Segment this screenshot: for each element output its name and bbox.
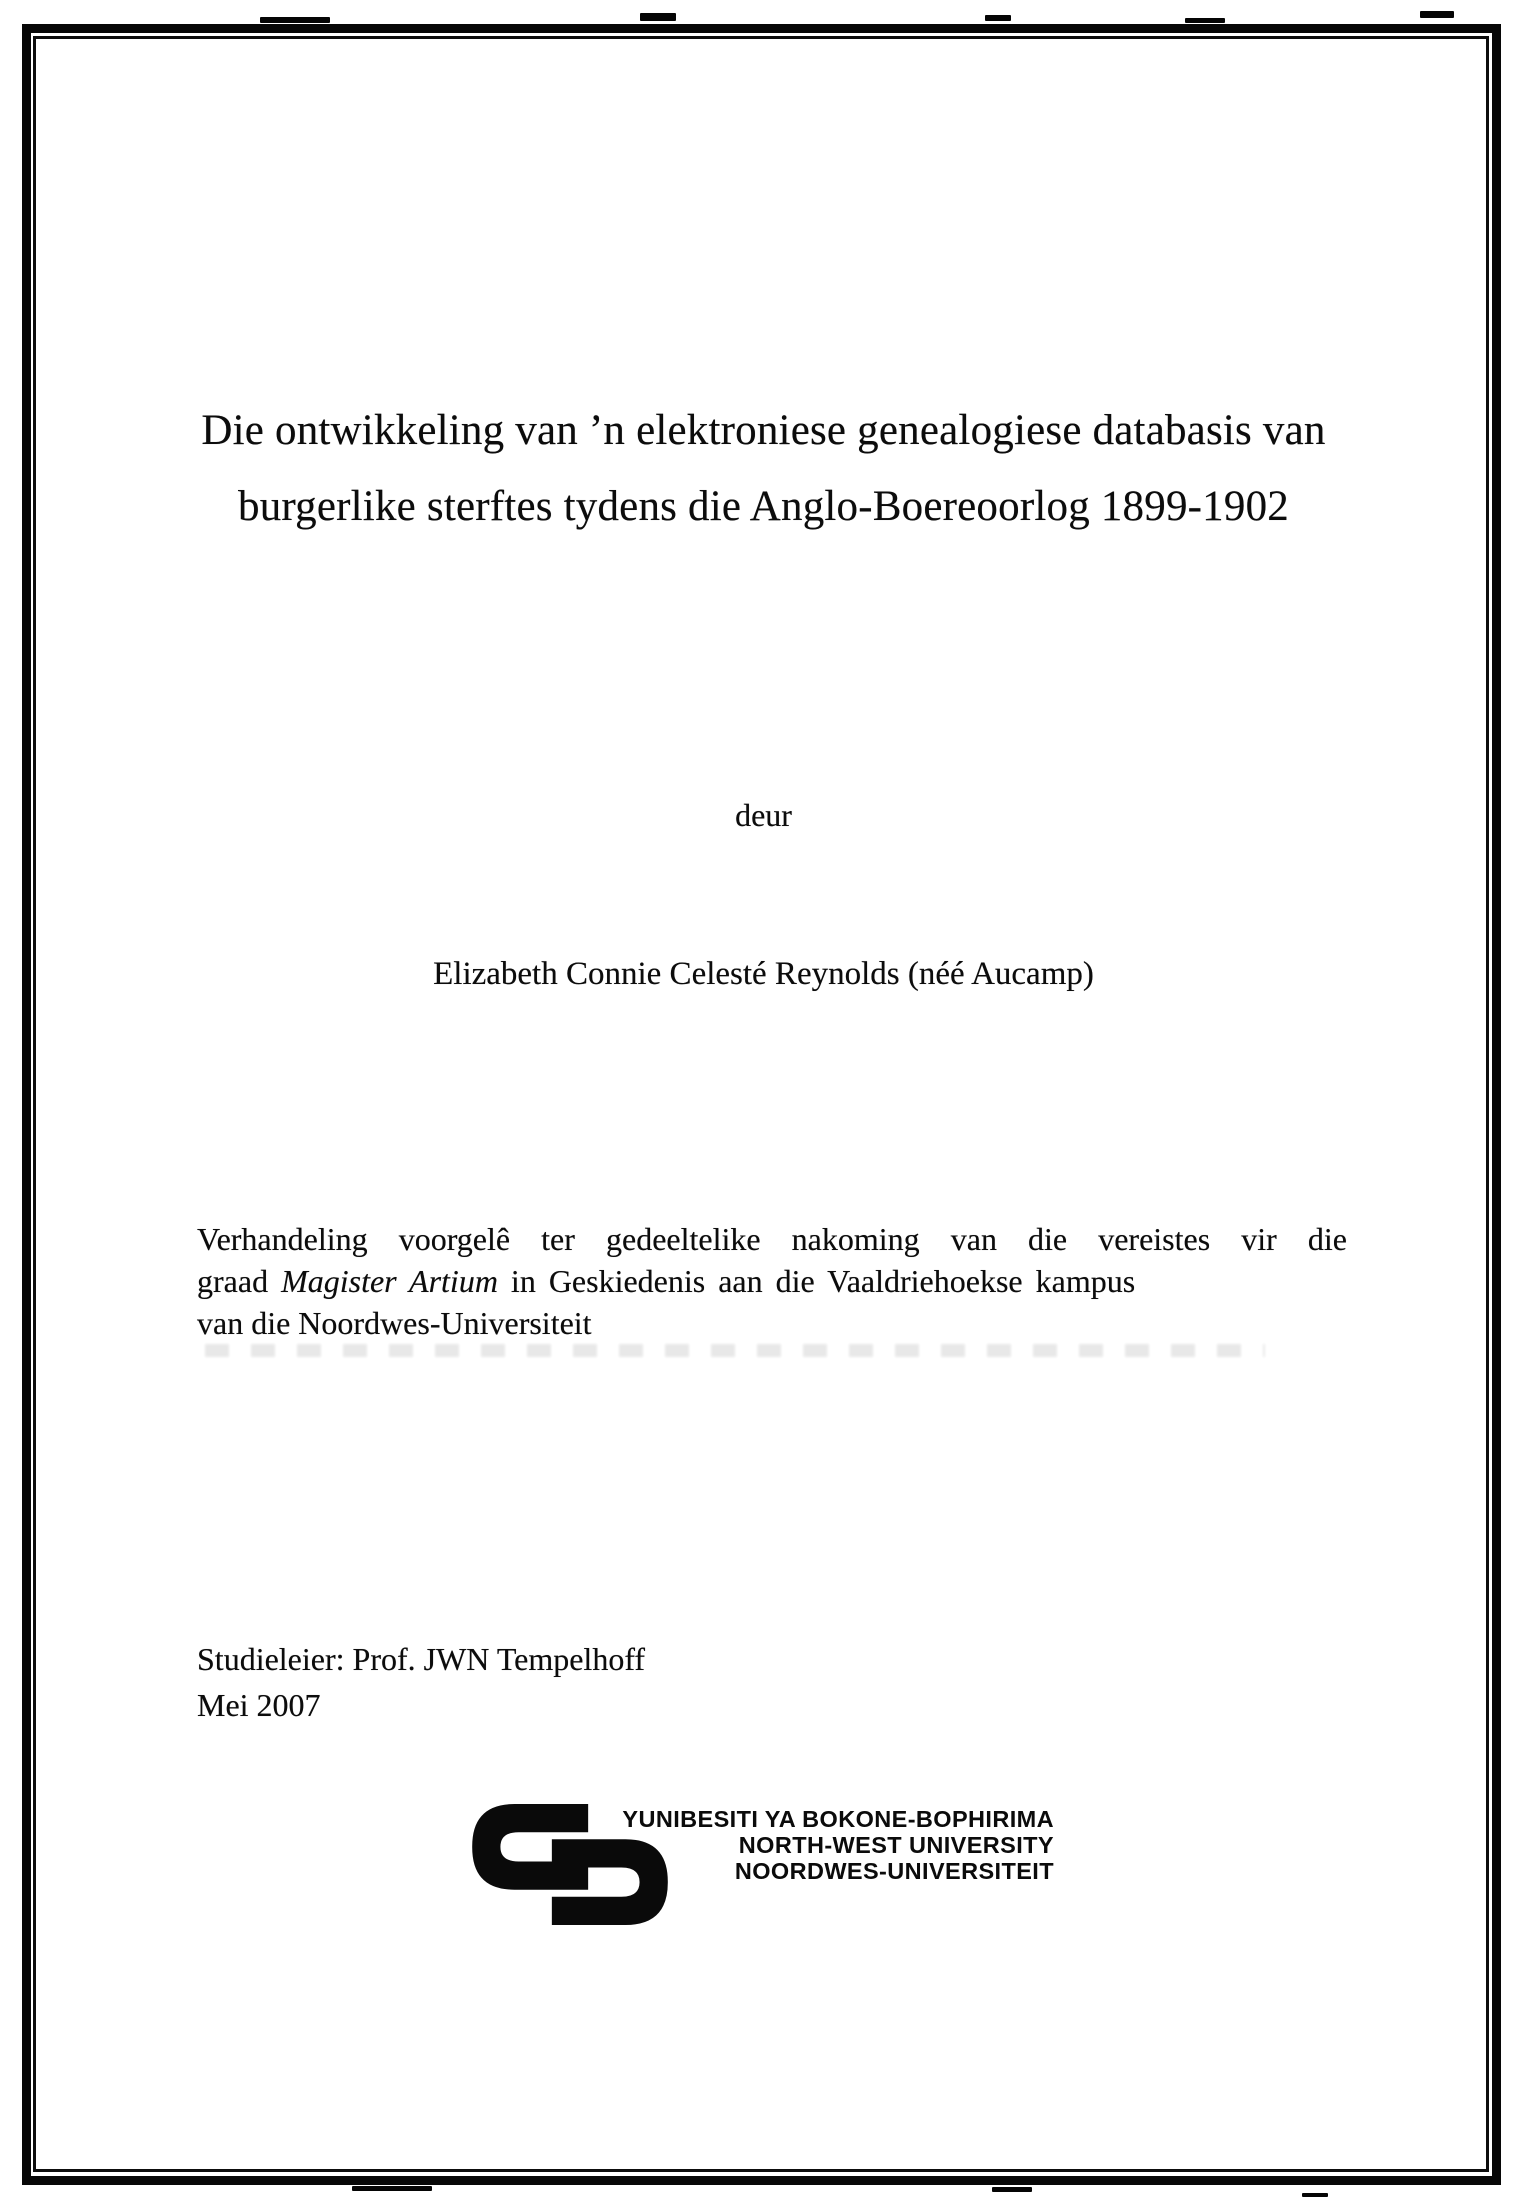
- logo-line-afrikaans: NOORDWES-UNIVERSITEIT: [734, 1858, 1054, 1884]
- thesis-title-line-1: Die ontwikkeling van ’n elektroniese genealogiese databasis van: [201, 407, 1326, 454]
- thesis-title-line-2: burgerlike sterftes tydens die Anglo-Boereoorlog 1899-1902: [238, 483, 1289, 530]
- degree-name-italic: Magister Artium: [281, 1263, 498, 1299]
- scan-artifact: [352, 2186, 432, 2191]
- scan-artifact: [1302, 2193, 1328, 2197]
- logo-line-setswana: YUNIBESITI YA BOKONE-BOPHIRIMA: [622, 1806, 1054, 1832]
- scan-artifact: [992, 2187, 1032, 2192]
- date-line: Mei 2007: [197, 1687, 321, 1723]
- submission-line-2-post: in Geskiedenis aan die Vaaldriehoekse kampus: [497, 1263, 1136, 1299]
- scan-artifact: [1185, 18, 1225, 23]
- scan-artifact: [205, 1344, 1265, 1357]
- scan-artifact: [640, 13, 676, 21]
- thesis-title: [80, 393, 1447, 545]
- supervisor-line: Studieleier: Prof. JWN Tempelhoff: [197, 1641, 646, 1677]
- submission-line-1: Verhandeling voorgelê ter gedeeltelike nakoming van die vereistes vir die: [197, 1221, 1347, 1257]
- byline-deur: deur: [735, 797, 792, 833]
- logo-line-english: NORTH-WEST UNIVERSITY: [738, 1832, 1054, 1858]
- author-name: Elizabeth Connie Celesté Reynolds (néé Aucamp): [433, 956, 1094, 992]
- submission-line-2: [197, 1260, 1347, 1302]
- scan-artifact: [985, 15, 1011, 21]
- supervisor-block: [197, 1636, 645, 1728]
- submission-statement: [197, 1218, 1347, 1344]
- submission-line-2-pre: graad: [197, 1263, 282, 1299]
- submission-line-3: van die Noordwes-Universiteit: [197, 1305, 592, 1341]
- university-logo-text: [588, 1806, 1054, 1884]
- scan-artifact: [1420, 11, 1454, 18]
- scan-artifact: [260, 17, 330, 23]
